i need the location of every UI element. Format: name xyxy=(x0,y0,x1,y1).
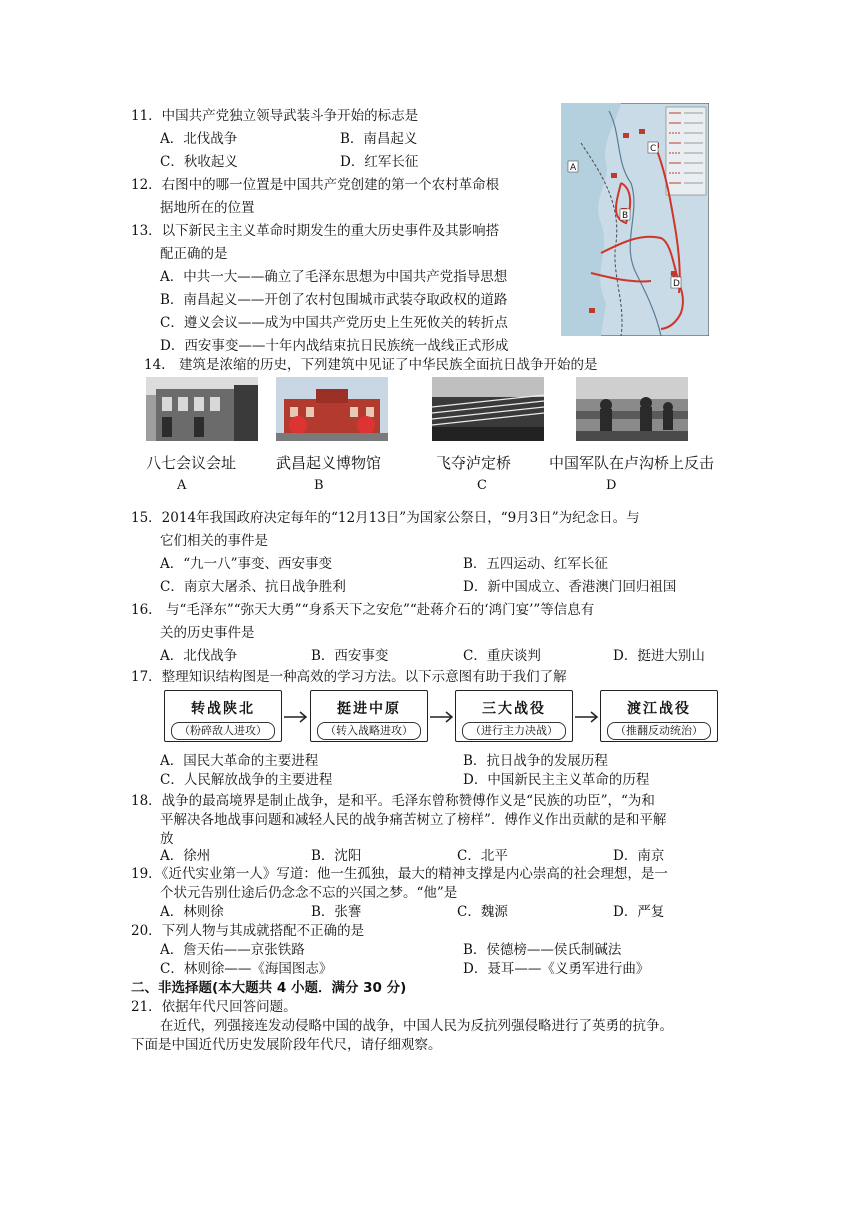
map-label-b: B xyxy=(622,211,629,221)
photo-letter-a: A xyxy=(177,478,187,493)
q15-line1: 15．2014年我国政府决定每年的“12月13日”为国家公祭日，“9月3日”为纪念日。与 xyxy=(131,510,640,526)
flow-box-4 xyxy=(600,690,718,742)
flow-arrow-icon xyxy=(430,710,454,724)
q11-stem: 11．中国共产党独立领导武装斗争开始的标志是 xyxy=(131,108,419,124)
q11-option-b: B．南昌起义 xyxy=(340,131,418,147)
q18-line3: 放 xyxy=(160,831,174,847)
q13-option-a: A．中共一大——确立了毛泽东思想为中国共产党指导思想 xyxy=(160,269,508,285)
flow-box-1 xyxy=(164,690,282,742)
q18-option-a: A．徐州 xyxy=(160,848,211,864)
q15-line2: 它们相关的事件是 xyxy=(160,533,268,549)
q15-option-d: D．新中国成立、香港澳门回归祖国 xyxy=(463,579,677,595)
photo-letter-d: D xyxy=(606,478,617,493)
q19-option-d: D．严复 xyxy=(613,904,665,920)
q13-line2: 配正确的是 xyxy=(160,246,228,262)
photo-lugou-bridge xyxy=(576,377,688,441)
q20-stem: 20．下列人物与其成就搭配不正确的是 xyxy=(131,923,365,939)
flow-arrow-icon xyxy=(284,710,308,724)
q19-option-a: A．林则徐 xyxy=(160,904,224,920)
q18-option-c: C．北平 xyxy=(457,848,508,864)
q18-option-d: D．南京 xyxy=(613,848,665,864)
q11-option-d: D．红军长征 xyxy=(340,154,419,170)
q19-line1: 19．《近代实业第一人》写道：他一生孤独，最大的精神支撑是内心崇高的社会理想，是一 xyxy=(131,866,668,882)
q21-para1: 在近代，列强接连发动侵略中国的战争，中国人民为反抗列强侵略进行了英勇的抗争。 xyxy=(160,1018,673,1034)
section2-heading: 二、非选择题(本大题共 4 小题．满分 30 分) xyxy=(131,980,407,996)
q20-option-a: A．詹天佑——京张铁路 xyxy=(160,942,305,958)
flow-box-3 xyxy=(455,690,573,742)
q18-option-b: B．沈阳 xyxy=(311,848,362,864)
q21-stem: 21．依据年代尺回答问题。 xyxy=(131,999,297,1015)
q16-line1: 16. 与“毛泽东”“弥天大勇”“身系天下之安危”“赴蒋介石的‘鸿门宴’”等信息有 xyxy=(131,602,595,618)
photo-caption-d: 中国军队在卢沟桥上反击 xyxy=(549,454,715,472)
q15-option-c: C．南京大屠杀、抗日战争胜利 xyxy=(160,579,346,595)
photo-caption-b: 武昌起义博物馆 xyxy=(276,454,382,472)
photo-letter-b: B xyxy=(314,478,324,493)
q14-stem: 14. 建筑是浓缩的历史，下列建筑中见证了中华民族全面抗日战争开始的是 xyxy=(144,357,598,373)
photo-wuchang-museum xyxy=(276,377,388,441)
q19-line2: 个状元告别仕途后仍念念不忘的兴国之梦。“他”是 xyxy=(160,885,458,901)
map-label-d: D xyxy=(673,279,680,289)
q18-line1: 18．战争的最高境界是制止战争，是和平。毛泽东曾称赞傅作义是“民族的功臣”，“为和 xyxy=(131,793,655,809)
q15-option-b: B．五四运动、红军长征 xyxy=(463,556,608,572)
map-label-a: A xyxy=(570,163,577,173)
q16-option-c: C．重庆谈判 xyxy=(463,648,541,664)
flow-box-2-sub: （转入战略进攻） xyxy=(317,722,421,740)
q12-line2: 据地所在的位置 xyxy=(160,200,255,216)
q12-line1: 12．右图中的哪一位置是中国共产党创建的第一个农村革命根 xyxy=(131,177,500,193)
q17-stem: 17．整理知识结构图是一种高效的学习方法。以下示意图有助于我们了解 xyxy=(131,669,567,685)
flow-box-1-sub: （粉碎敌人进攻） xyxy=(171,722,275,740)
q17-option-c: C．人民解放战争的主要进程 xyxy=(160,772,333,788)
q17-option-d: D．中国新民主主义革命的历程 xyxy=(463,772,650,788)
photo-luding-bridge xyxy=(432,377,544,441)
flow-box-3-sub: （进行主力决战） xyxy=(462,722,566,740)
q16-option-b: B．西安事变 xyxy=(311,648,389,664)
flow-arrow-icon xyxy=(575,710,599,724)
q19-option-c: C．魏源 xyxy=(457,904,508,920)
q16-option-a: A．北伐战争 xyxy=(160,648,238,664)
q13-option-d: D．西安事变——十年内战结束抗日民族统一战线正式形成 xyxy=(160,338,509,354)
flow-box-3-title: 三大战役 xyxy=(482,701,546,717)
photo-caption-a: 八七会议会址 xyxy=(146,454,237,472)
q16-option-d: D．挺进大别山 xyxy=(613,648,705,664)
flow-box-4-sub: （推翻反动统治） xyxy=(607,722,711,740)
q17-option-b: B．抗日战争的发展历程 xyxy=(463,753,608,769)
flow-box-2 xyxy=(310,690,428,742)
q20-option-d: D．聂耳——《义勇军进行曲》 xyxy=(463,961,650,977)
photo-caption-c: 飞夺泸定桥 xyxy=(436,454,512,472)
q13-option-b: B．南昌起义——开创了农村包围城市武装夺取政权的道路 xyxy=(160,292,508,308)
photo-bayi-meeting-site xyxy=(146,377,258,441)
q21-para2: 下面是中国近代历史发展阶段年代尺，请仔细观察。 xyxy=(131,1037,442,1053)
q16-line2: 关的历史事件是 xyxy=(160,625,255,641)
revolution-base-map xyxy=(561,103,709,336)
q20-option-b: B．侯德榜——侯氏制碱法 xyxy=(463,942,622,958)
flow-box-2-title: 挺进中原 xyxy=(337,701,401,717)
q17-option-a: A．国民大革命的主要进程 xyxy=(160,753,319,769)
q18-line2: 平解决各地战事问题和减轻人民的战争痛苦树立了榜样”．傅作义作出贡献的是和平解 xyxy=(160,812,667,828)
q19-option-b: B．张謇 xyxy=(311,904,362,920)
q15-option-a: A．“九一八”事变、西安事变 xyxy=(160,556,333,572)
q11-option-c: C．秋收起义 xyxy=(160,154,238,170)
q11-option-a: A．北伐战争 xyxy=(160,131,238,147)
q20-option-c: C．林则徐——《海国图志》 xyxy=(160,961,333,977)
q13-option-c: C．遵义会议——成为中国共产党历史上生死攸关的转折点 xyxy=(160,315,508,331)
flow-box-1-title: 转战陕北 xyxy=(191,701,255,717)
photo-letter-c: C xyxy=(477,478,487,493)
map-label-c: C xyxy=(650,144,657,154)
flow-box-4-title: 渡江战役 xyxy=(627,701,691,717)
q13-line1: 13．以下新民主主义革命时期发生的重大历史事件及其影响搭 xyxy=(131,223,500,239)
